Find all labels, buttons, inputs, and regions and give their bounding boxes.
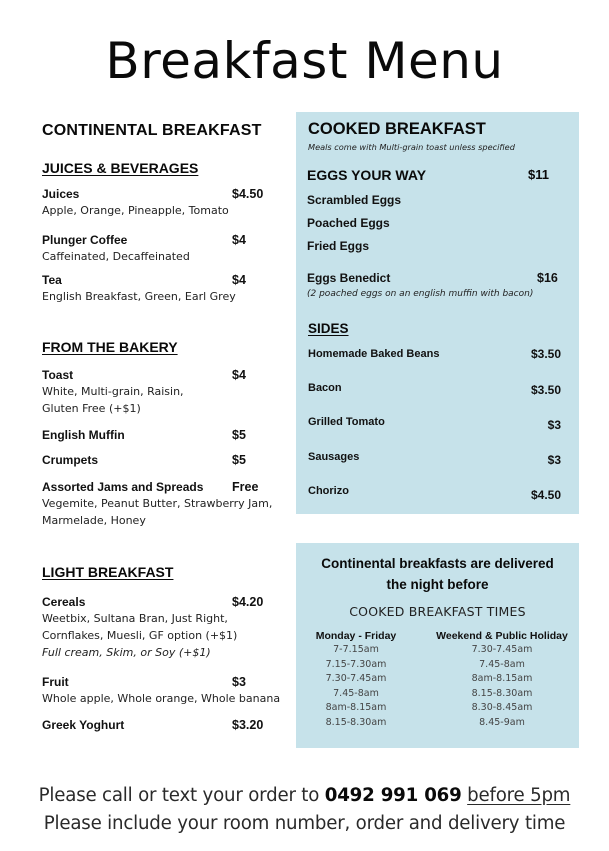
time-slot: 8.15-8.30am xyxy=(471,687,533,699)
item-name: Assorted Jams and Spreads xyxy=(42,480,204,494)
time-slot: 8am-8.15am xyxy=(471,673,533,684)
eggs-benedict-name: Eggs Benedict xyxy=(307,271,391,285)
menu-item-juices xyxy=(42,187,292,219)
side-price-baked-beans: $3.50 xyxy=(530,347,561,361)
cooked-breakfast-panel xyxy=(296,112,579,514)
item-milk-options: Full cream, Skim, or Soy (+$1) xyxy=(42,646,211,659)
delivery-note-line1: Continental breakfasts are delivered xyxy=(321,556,554,571)
weekend-heading: Weekend & Public Holiday xyxy=(436,630,568,642)
menu-item-toast xyxy=(42,368,292,417)
time-slot: 7.30-7.45am xyxy=(325,673,387,684)
eggs-benedict-description: (2 poached eggs on an english muffin with bacon) xyxy=(307,289,534,299)
delivery-note-line2: the night before xyxy=(386,577,489,592)
item-price: $4.50 xyxy=(232,187,264,201)
menu-item-fruit xyxy=(42,675,292,707)
side-name-baked-beans: Homemade Baked Beans xyxy=(308,348,440,360)
order-line-prefix: Please call or text your order to xyxy=(38,785,325,806)
item-price: $3 xyxy=(232,675,246,689)
item-price: $5 xyxy=(232,428,246,442)
time-slot: 8.30-8.45am xyxy=(471,702,533,713)
item-description: Caffeinated, Decaffeinated xyxy=(42,250,190,263)
time-slot: 8am-8.15am xyxy=(325,702,387,713)
item-name: Plunger Coffee xyxy=(42,233,128,247)
item-description: Apple, Orange, Pineapple, Tomato xyxy=(42,204,229,217)
item-name: Cereals xyxy=(42,595,86,609)
sides-heading: SIDES xyxy=(308,321,349,336)
menu-item-cereals xyxy=(42,595,292,661)
time-slot: 8.45-9am xyxy=(479,716,525,728)
cooked-times-heading: COOKED BREAKFAST TIMES xyxy=(349,604,526,619)
page-title: Breakfast Menu xyxy=(105,32,504,90)
menu-item-crumpets xyxy=(42,453,292,467)
item-price: Free xyxy=(232,480,259,494)
item-description: Weetbix, Sultana Bran, Just Right, xyxy=(42,612,228,625)
item-description: White, Multi-grain, Raisin, xyxy=(42,385,184,398)
item-price: $4 xyxy=(232,273,246,287)
item-name: Greek Yoghurt xyxy=(42,718,125,732)
side-name-chorizo: Chorizo xyxy=(308,485,349,497)
time-slot: 8.15-8.30am xyxy=(325,716,387,728)
item-price: $5 xyxy=(232,453,246,467)
egg-option-poached: Poached Eggs xyxy=(307,216,390,230)
side-price-sausages: $3 xyxy=(547,453,561,467)
egg-option-scrambled: Scrambled Eggs xyxy=(307,193,402,207)
side-name-bacon: Bacon xyxy=(308,382,342,394)
weekday-heading: Monday - Friday xyxy=(315,630,397,642)
item-price: $3.20 xyxy=(232,718,264,732)
side-name-grilled-tomato: Grilled Tomato xyxy=(308,416,385,428)
order-line-2: Please include your room number, order and delivery time xyxy=(43,813,566,834)
item-price: $4 xyxy=(232,233,246,247)
eggs-your-way-heading: EGGS YOUR WAY xyxy=(307,167,427,183)
item-name: Juices xyxy=(42,187,80,201)
menu-item-english-muffin xyxy=(42,428,292,442)
side-name-sausages: Sausages xyxy=(308,451,360,463)
item-price: $4 xyxy=(232,368,246,382)
item-description: Gluten Free (+$1) xyxy=(42,402,141,415)
item-price: $4.20 xyxy=(232,595,264,609)
item-description: Marmelade, Honey xyxy=(42,514,146,527)
weekend-times-column xyxy=(430,629,574,730)
item-description: Vegemite, Peanut Butter, Strawberry Jam, xyxy=(42,497,273,510)
side-price-chorizo: $4.50 xyxy=(530,488,561,502)
menu-item-tea xyxy=(42,273,292,305)
order-line-1 xyxy=(0,782,609,810)
continental-breakfast-column xyxy=(42,120,292,750)
time-slot: 7.30-7.45am xyxy=(471,644,533,655)
phone-number: 0492 991 069 xyxy=(324,785,462,806)
time-slot: 7-7.15am xyxy=(333,644,379,655)
item-name: Tea xyxy=(42,273,62,287)
order-deadline: before 5pm xyxy=(467,785,571,806)
item-name: Toast xyxy=(42,368,74,382)
item-name: Fruit xyxy=(42,675,69,689)
side-price-grilled-tomato: $3 xyxy=(547,418,561,432)
side-price-bacon: $3.50 xyxy=(530,383,561,397)
item-description: English Breakfast, Green, Earl Grey xyxy=(42,290,236,303)
menu-item-greek-yoghurt xyxy=(42,718,292,732)
continental-heading: CONTINENTAL BREAKFAST xyxy=(42,122,262,139)
item-name: English Muffin xyxy=(42,428,125,442)
cooked-heading: COOKED BREAKFAST xyxy=(308,120,486,138)
time-slot: 7.15-7.30am xyxy=(325,658,387,670)
item-description: Cornflakes, Muesli, GF option (+$1) xyxy=(42,629,238,642)
menu-item-jams-spreads xyxy=(42,480,292,529)
section-heading-juices: JUICES & BEVERAGES xyxy=(42,160,199,176)
weekday-times-column xyxy=(308,629,404,730)
eggs-benedict-price: $16 xyxy=(537,271,558,285)
time-slot: 7.45-8am xyxy=(479,658,525,670)
eggs-your-way-price: $11 xyxy=(528,167,549,182)
egg-option-fried: Fried Eggs xyxy=(307,239,370,253)
item-description: Whole apple, Whole orange, Whole banana xyxy=(42,692,281,705)
order-instructions xyxy=(0,782,609,838)
time-slot: 7.45-8am xyxy=(333,687,379,699)
cooked-note: Meals come with Multi-grain toast unless specified xyxy=(308,142,515,152)
menu-item-plunger-coffee xyxy=(42,233,292,265)
delivery-info-panel xyxy=(296,543,579,748)
delivery-note xyxy=(296,553,579,595)
section-heading-bakery: FROM THE BAKERY xyxy=(42,339,178,355)
item-name: Crumpets xyxy=(42,453,99,467)
section-heading-light-breakfast: LIGHT BREAKFAST xyxy=(42,564,174,580)
